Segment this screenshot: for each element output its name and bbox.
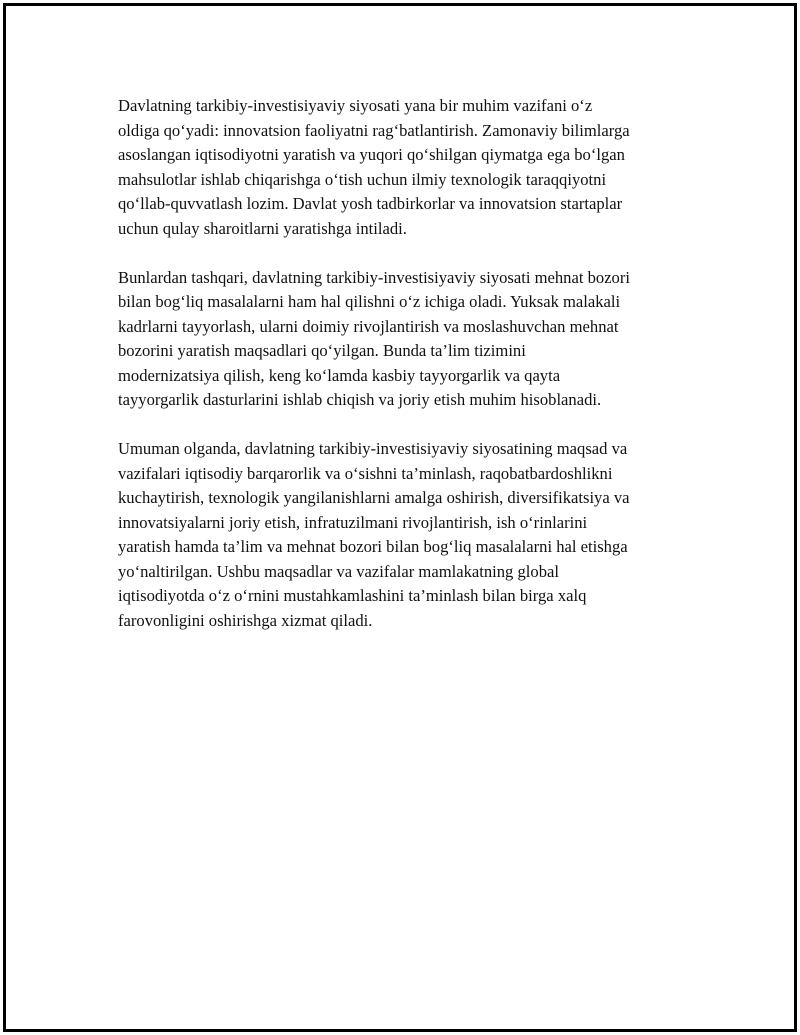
paragraph-labor-market: Bunlardan tashqari, davlatning tarkibiy-investisiyaviy siyosati mehnat bozori bilan bog‘liq masalalarni ham hal qilishni o‘z ichiga oladi. Yuksak malakali kadrlarni tayyorlash, ularni doimiy rivojlantirish va moslashuvchan mehnat bozorini yaratish maqsadlari qo‘yilgan. Bunda ta’lim tizimini modernizatsiya qilish, keng ko‘lamda kasbiy tayyorgarlik va qayta tayyorgarlik dasturlarini ishlab chiqish va joriy etish muhim hisoblanadi. (118, 267, 630, 409)
document-body (118, 94, 698, 658)
paragraph-conclusion: Umuman olganda, davlatning tarkibiy-investisiyaviy siyosatining maqsad va vazifalari iqtisodiy barqarorlik va o‘sishni ta’minlash, raqobatbardoshlikni kuchaytirish, texnologik yangilanishlarni amalga oshirish, diversifikatsiya va innovatsiyalarni joriy etish, infratuzilmani rivojlantirish, ish o‘rinlarini yaratish hamda ta’lim va mehnat bozori bilan bog‘liq masalalarni hal etishga yo‘naltirilgan. Ushbu maqsadlar va vazifalar mamlakatning global iqtisodiyotda o‘z o‘rnini mustahkamlashini ta’minlash bilan birga xalq farovonligini oshirishga xizmat qiladi. (118, 439, 630, 630)
paragraph-innovation: Davlatning tarkibiy-investisiyaviy siyosati yana bir muhim vazifani o‘z oldiga qo‘yadi: innovatsion faoliyatni rag‘batlantirish. Zamonaviy bilimlarga asoslangan iqtisodiyotni yaratish va yuqori qo‘shilgan qiymatga ega bo‘lgan mahsulotlar ishlab chiqarishga o‘tish uchun ilmiy texnologik taraqqiyotni qo‘llab-quvvatlash lozim. Davlat yosh tadbirkorlar va innovatsion startaplar uchun qulay sharoitlarni yaratishga intiladi. (118, 96, 630, 238)
